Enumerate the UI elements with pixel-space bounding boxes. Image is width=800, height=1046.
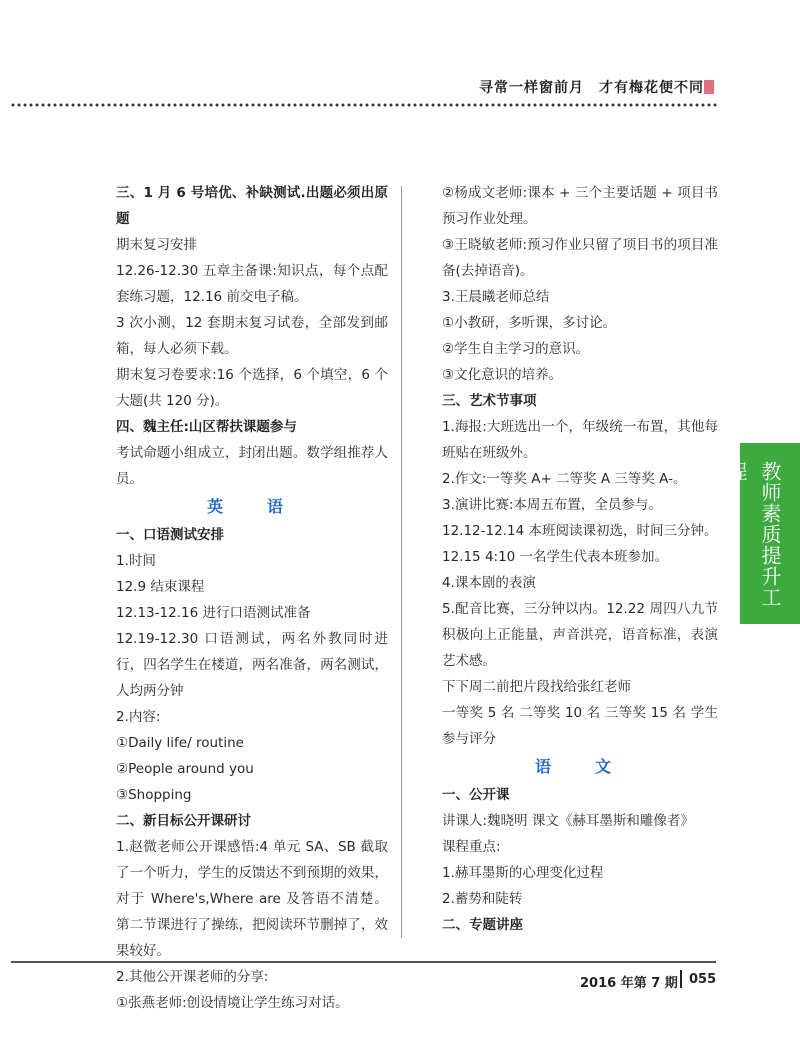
- right-para: 5.配音比赛，三分钟以内。12.22 周四八九节积极向上正能量，声音洪亮，语音标准，表演艺术感。: [442, 601, 718, 669]
- left-para: ①张燕老师:创设情境让学生练习对话。: [116, 995, 349, 1011]
- footer-rule: [11, 961, 716, 963]
- right-para: 12.12-12.14 本班阅读课初选，时间三分钟。: [442, 523, 718, 539]
- right-para: 4.课本剧的表演: [442, 575, 536, 591]
- right-para: 1.赫耳墨斯的心理变化过程: [442, 865, 604, 881]
- left-column: [116, 180, 388, 1016]
- header-slogan: 寻常一样窗前月 才有梅花便不同: [479, 80, 704, 96]
- left-para: 期末复习安排: [116, 237, 197, 253]
- left-para: 考试命题小组成立，封闭出题。数学组推荐人员。: [116, 445, 388, 487]
- right-column: [442, 180, 718, 938]
- left-para: 一、口语测试安排: [116, 527, 224, 543]
- right-para: 3.演讲比赛:本周五布置，全员参与。: [442, 497, 662, 513]
- right-para: 2.蓄势和陡转: [442, 891, 523, 907]
- left-para: 12.26-12.30 五章主备课:知识点，每个点配套练习题，12.16 前交电子稿。: [116, 263, 388, 305]
- right-para: ①小教研，多听课，多讨论。: [442, 315, 617, 331]
- left-para: ③Shopping: [116, 787, 192, 803]
- left-para: 四、魏主任:山区帮扶课题参与: [116, 419, 297, 435]
- left-para: 三、1 月 6 号培优、补缺测试.出题必须出原题: [116, 185, 388, 227]
- side-tab-label: 教师素质提升工程: [724, 461, 782, 608]
- footer-issue: 2016 年第 7 期: [580, 976, 678, 991]
- right-para: 3.王晨曦老师总结: [442, 289, 550, 305]
- subject-heading-english: 英 语: [206, 497, 297, 516]
- right-para: 下下周二前把片段找给张红老师: [442, 679, 631, 695]
- right-para: 2.作文:一等奖 A+ 二等奖 A 三等奖 A-。: [442, 471, 687, 487]
- right-para: ③王晓敏老师:预习作业只留了项目书的项目准备(去掉语音)。: [442, 237, 718, 279]
- left-para: 1.赵微老师公开课感悟:4 单元 SA、SB 截取了一个听力，学生的反馈达不到预期的效果，对于 Where's,Where are 及答语不清楚。第二节课进行了操练，把阅读环节删掉了，效果较好。: [116, 839, 388, 959]
- left-para: 1.时间: [116, 553, 156, 569]
- left-para: 期末复习卷要求:16 个选择，6 个填空，6 个大题(共 120 分)。: [116, 367, 388, 409]
- right-para: 三、艺术节事项: [442, 393, 537, 409]
- column-divider: [401, 186, 402, 938]
- left-para: 12.9 结束课程: [116, 579, 205, 595]
- left-para: 二、新目标公开课研讨: [116, 813, 251, 829]
- right-para: 12.15 4:10 一名学生代表本班参加。: [442, 549, 669, 565]
- left-para: ②People around you: [116, 761, 254, 777]
- right-para: ③文化意识的培养。: [442, 367, 563, 383]
- right-para: 一等奖 5 名 二等奖 10 名 三等奖 15 名 学生参与评分: [442, 705, 718, 747]
- right-para: 一、公开课: [442, 787, 510, 803]
- left-para: 12.19-12.30 口语测试，两名外教同时进行，四名学生在楼道，两名准备，两名测试，人均两分钟: [116, 631, 388, 699]
- footer-separator: [680, 970, 682, 988]
- header-accent-mark: [704, 80, 714, 94]
- right-para: 讲课人:魏晓明 课文《赫耳墨斯和雕像者》: [442, 813, 694, 829]
- right-para: 1.海报:大班选出一个，年级统一布置，其他每班贴在班级外。: [442, 419, 718, 461]
- right-para: 二、专题讲座: [442, 917, 523, 933]
- left-para: 2.其他公开课老师的分享:: [116, 969, 269, 985]
- footer-page-number: 055: [689, 972, 717, 987]
- right-para: ②杨成文老师:课本 + 三个主要话题 + 项目书预习作业处理。: [442, 185, 718, 227]
- left-para: 2.内容:: [116, 709, 161, 725]
- right-para: 课程重点:: [442, 839, 501, 855]
- left-para: 12.13-12.16 进行口语测试准备: [116, 605, 311, 621]
- right-para: ②学生自主学习的意识。: [442, 341, 590, 357]
- subject-heading-chinese: 语 文: [534, 757, 625, 776]
- section-side-tab: [724, 443, 800, 624]
- left-para: ①Daily life/ routine: [116, 735, 244, 751]
- left-para: 3 次小测，12 套期末复习试卷，全部发到邮箱，每人必须下载。: [116, 315, 388, 357]
- header-dotted-rule: [10, 102, 718, 108]
